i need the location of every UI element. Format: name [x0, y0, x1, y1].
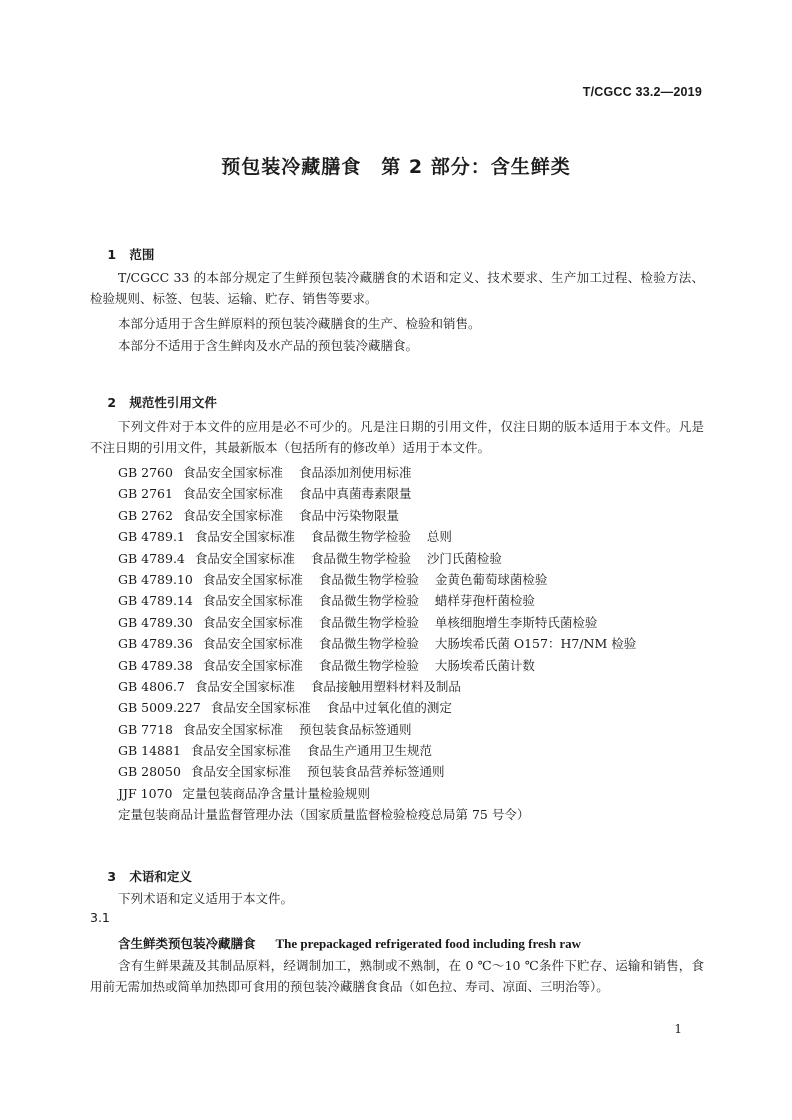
scope-paragraph-3: 本部分不适用于含生鲜肉及水产品的预包装冷藏膳食。	[118, 338, 419, 353]
reference-item: GB 2762 食品安全国家标准 食品中污染物限量	[118, 507, 399, 523]
terms-intro: 下列术语和定义适用于本文件。	[118, 891, 294, 906]
reference-item: GB 4789.36 食品安全国家标准 食品微生物学检验 大肠埃希氏菌 O157：H7/NM 检验	[118, 636, 637, 652]
reference-list	[118, 462, 636, 826]
section-title: 术语和定义	[129, 869, 192, 884]
reference-item: JJF 1070 定量包装商品净含量计量检验规则	[118, 785, 370, 801]
section-number: 2	[107, 395, 117, 410]
reference-item: GB 4806.7 食品安全国家标准 食品接触用塑料材料及制品	[118, 678, 461, 694]
reference-item: GB 14881 食品安全国家标准 食品生产通用卫生规范	[118, 743, 432, 759]
section-number: 1	[107, 247, 117, 262]
term-chinese: 含生鲜类预包装冷藏膳食	[118, 936, 256, 951]
reference-item: GB 4789.30 食品安全国家标准 食品微生物学检验 单核细胞增生李斯特氏菌检验	[118, 614, 598, 630]
reference-item: 定量包装商品计量监督管理办法（国家质量监督检验检疫总局第 75 号令）	[118, 807, 530, 823]
references-intro: 下列文件对于本文件的应用是必不可少的。凡是注日期的引用文件，仅注日期的版本适用于本文件。凡是不注日期的引用文件，其最新版本（包括所有的修改单）适用于本文件。	[90, 419, 704, 455]
reference-item: GB 7718 食品安全国家标准 预包装食品标签通则	[118, 721, 412, 737]
reference-item: GB 4789.4 食品安全国家标准 食品微生物学检验 沙门氏菌检验	[118, 550, 502, 566]
section-title: 规范性引用文件	[129, 395, 217, 410]
reference-item: GB 4789.10 食品安全国家标准 食品微生物学检验 金黄色葡萄球菌检验	[118, 571, 548, 587]
standard-code: T/CGCC 33.2—2019	[582, 85, 702, 99]
section-number: 3	[107, 869, 117, 884]
reference-item: GB 28050 食品安全国家标准 预包装食品营养标签通则	[118, 764, 445, 780]
reference-item: GB 4789.38 食品安全国家标准 食品微生物学检验 大肠埃希氏菌计数	[118, 657, 535, 673]
term-english: The prepackaged refrigerated food including fresh raw	[275, 936, 582, 951]
clause-number: 3.1	[90, 910, 110, 925]
reference-item: GB 4789.1 食品安全国家标准 食品微生物学检验 总则	[118, 529, 452, 545]
reference-item: GB 2760 食品安全国家标准 食品添加剂使用标准	[118, 465, 412, 480]
reference-item: GB 5009.227 食品安全国家标准 食品中过氧化值的测定	[118, 700, 452, 716]
scope-paragraph-1: T/CGCC 33 的本部分规定了生鲜预包装冷藏膳食的术语和定义、技术要求、生产加工过程、检验方法、检验规则、标签、包装、运输、贮存、销售等要求。	[90, 270, 704, 306]
term-definition: 含有生鲜果蔬及其制品原料，经调制加工，熟制或不熟制，在 0 ℃～10 ℃条件下贮存、运输和销售，食用前无需加热或简单加热即可食用的预包装冷藏膳食食品（如色拉、寿司、凉面、三明治等）。	[90, 958, 704, 994]
document-title: 预包装冷藏膳食 第 2 部分：含生鲜类	[221, 156, 571, 178]
scope-paragraph-2: 本部分适用于含生鲜原料的预包装冷藏膳食的生产、检验和销售。	[118, 316, 481, 331]
reference-item: GB 2761 食品安全国家标准 食品中真菌毒素限量	[118, 486, 412, 502]
term-entry	[118, 934, 581, 952]
section-title: 范围	[129, 247, 155, 262]
reference-item: GB 4789.14 食品安全国家标准 食品微生物学检验 蜡样芽孢杆菌检验	[118, 593, 535, 609]
page-number: 1	[674, 1022, 682, 1036]
